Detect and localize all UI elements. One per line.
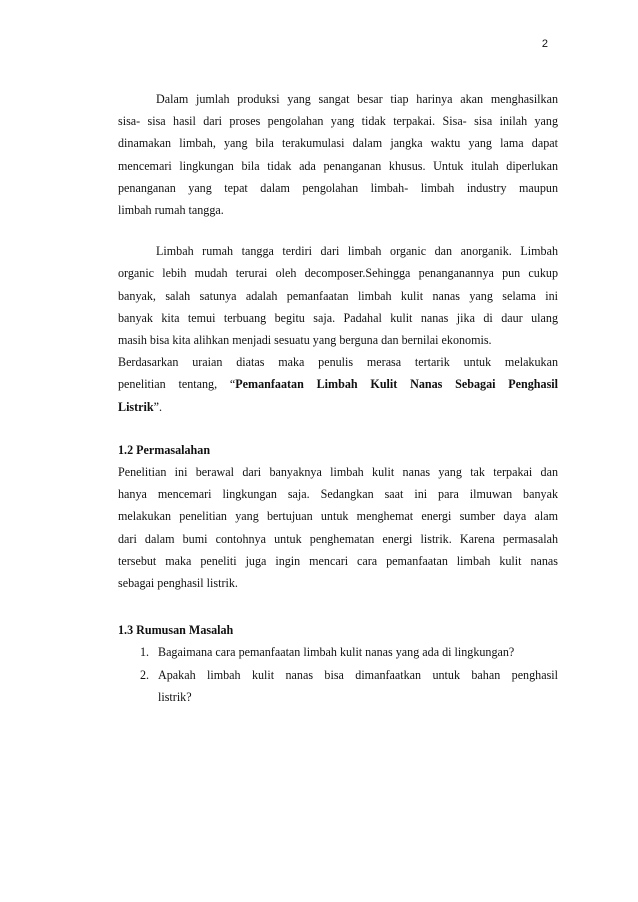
paragraph-line: Berdasarkan uraian diatas maka penulis merasa tertarik untuk melakukan: [118, 355, 558, 370]
paragraph-line: hanya mencemari lingkungan saja. Sedangkan saat ini para ilmuwan banyak: [118, 487, 558, 502]
list-item: [118, 641, 558, 663]
paragraph-line: organic lebih mudah terurai oleh decomposer.Sehingga penanganannya pun cukup: [118, 266, 558, 281]
paragraph-permasalahan: [118, 461, 558, 594]
paragraph-line: melakukan penelitian yang bertujuan untuk menghemat energi sumber daya alam: [118, 509, 558, 524]
paragraph-line: dinamakan limbah, yang bila terakumulasi dalam jangka waktu yang lama dapat: [118, 136, 558, 151]
paragraph-line: mencemari lingkungan bila tidak ada penanganan khusus. Untuk itulah diperlukan: [118, 158, 558, 173]
research-title: Pemanfaatan Limbah Kulit Nanas Sebagai Penghasil: [235, 377, 559, 392]
paragraph-text: penelitian tentang, “: [118, 377, 236, 392]
paragraph-line: banyak, salah satunya adalah pemanfaatan limbah kulit nanas yang selama ini: [118, 288, 558, 303]
section-heading-rumusan-masalah: 1.3 Rumusan Masalah: [118, 623, 234, 638]
paragraph-line: dari dalam bumi contohnya untuk penghematan energi listrik. Karena permasalah: [118, 531, 558, 546]
paragraph-line: sisa- sisa hasil dari proses pengolahan yang tidak terpakai. Sisa- sisa inilah yang: [118, 114, 558, 129]
paragraph-line: Dalam jumlah produksi yang sangat besar tiap harinya akan menghasilkan: [156, 92, 558, 106]
page-number: 2: [541, 38, 548, 50]
research-title: Listrik: [118, 399, 154, 414]
paragraph-line: Limbah rumah tangga terdiri dari limbah organic dan anorganik. Limbah: [156, 244, 558, 259]
paragraph-text: ”.: [153, 399, 163, 414]
list-item-number: 2.: [140, 667, 150, 682]
list-item: [118, 664, 558, 708]
paragraph-intro: [118, 88, 558, 221]
paragraph-line: banyak kita temui terbuang begitu saja. Padahal kulit nanas jika di daur ulang: [118, 310, 558, 325]
paragraph-line: limbah rumah tangga.: [118, 203, 224, 218]
research-question-list: [118, 641, 558, 708]
paragraph-line: masih bisa kita alihkan menjadi sesuatu yang berguna dan bernilai ekonomis.: [118, 333, 492, 348]
paragraph-line: sebagai penghasil listrik.: [118, 576, 238, 591]
paragraph-line: [118, 373, 558, 395]
paragraph-line: penanganan yang tepat dalam pengolahan limbah- limbah industry maupun: [118, 180, 558, 195]
section-heading-permasalahan: 1.2 Permasalahan: [118, 442, 211, 457]
list-item-text: Bagaimana cara pemanfaatan limbah kulit nanas yang ada di lingkungan?: [158, 645, 515, 660]
document-body: [118, 88, 558, 708]
list-item-number: 1.: [140, 645, 150, 660]
list-item-text: listrik?: [158, 689, 192, 704]
list-item-text: Apakah limbah kulit nanas bisa dimanfaatkan untuk bahan penghasil: [158, 667, 558, 682]
paragraph-line: Penelitian ini berawal dari banyaknya limbah kulit nanas yang tak terpakai dan: [118, 465, 558, 480]
paragraph-line: [118, 396, 558, 418]
paragraph-line: tersebut maka peneliti juga ingin mencari cara pemanfaatan limbah kulit nanas: [118, 553, 558, 568]
paragraph-household-waste: [118, 240, 558, 418]
